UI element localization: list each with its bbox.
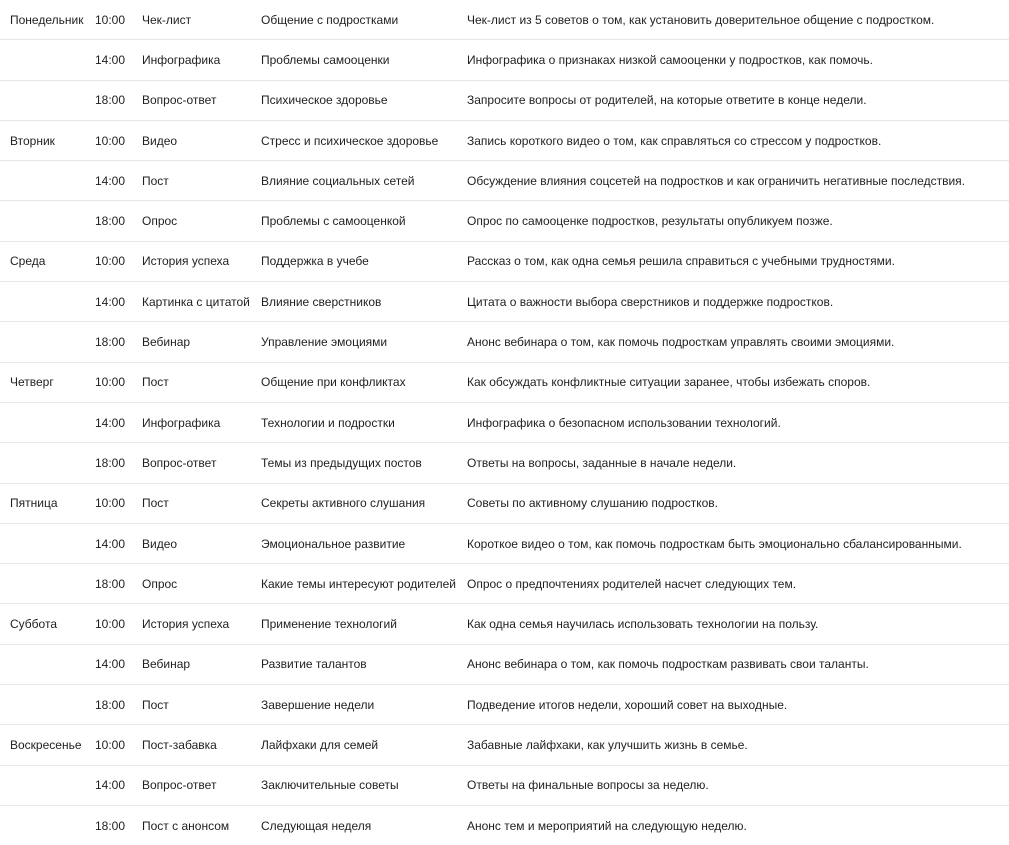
table-row — [0, 402, 1009, 442]
day-cell — [0, 80, 85, 120]
day-cell — [0, 443, 85, 483]
day-cell: Воскресенье — [0, 725, 85, 765]
day-cell — [0, 40, 85, 80]
description-cell: Обсуждение влияния соцсетей на подростков и как ограничить негативные последствия. — [457, 161, 1009, 201]
topic-cell: Проблемы с самооценкой — [251, 201, 457, 241]
content-type-cell: Вебинар — [132, 322, 251, 362]
day-cell: Вторник — [0, 120, 85, 160]
description-cell: Анонс вебинара о том, как помочь подросткам развивать свои таланты. — [457, 644, 1009, 684]
content-type-cell: Чек-лист — [132, 0, 251, 40]
day-cell — [0, 402, 85, 442]
table-row — [0, 644, 1009, 684]
day-cell — [0, 322, 85, 362]
description-cell: Как обсуждать конфликтные ситуации заранее, чтобы избежать споров. — [457, 362, 1009, 402]
day-cell: Четверг — [0, 362, 85, 402]
description-cell: Инфографика о признаках низкой самооценки у подростков, как помочь. — [457, 40, 1009, 80]
content-type-cell: Опрос — [132, 201, 251, 241]
time-cell: 10:00 — [85, 241, 132, 281]
time-cell: 10:00 — [85, 483, 132, 523]
content-type-cell: Пост — [132, 685, 251, 725]
description-cell: Анонс тем и мероприятий на следующую неделю. — [467, 818, 747, 833]
topic-cell: Стресс и психическое здоровье — [251, 120, 457, 160]
time-cell: 10:00 — [85, 725, 132, 765]
topic-cell: Развитие талантов — [251, 644, 457, 684]
table-row — [0, 523, 1009, 563]
day-cell — [0, 282, 85, 322]
content-type-cell: Видео — [132, 120, 251, 160]
day-cell — [0, 161, 85, 201]
content-type-cell: Пост с анонсом — [142, 818, 230, 833]
table-row — [0, 40, 1009, 80]
topic-cell: Поддержка в учебе — [251, 241, 457, 281]
topic-cell: Темы из предыдущих постов — [251, 443, 457, 483]
time-cell: 14:00 — [85, 40, 132, 80]
content-type-cell: Вебинар — [132, 644, 251, 684]
content-type-cell: Опрос — [132, 564, 251, 604]
description-cell: Запись короткого видео о том, как справляться со стрессом у подростков. — [457, 120, 1009, 160]
table-row — [0, 564, 1009, 604]
day-cell: Понедельник — [0, 0, 85, 40]
topic-cell: Проблемы самооценки — [251, 40, 457, 80]
content-type-cell: История успеха — [132, 604, 251, 644]
time-cell: 18:00 — [85, 685, 132, 725]
table-row — [0, 483, 1009, 523]
table-row — [0, 201, 1009, 241]
table-row — [0, 604, 1009, 644]
topic-cell: Общение при конфликтах — [251, 362, 457, 402]
topic-cell: Влияние социальных сетей — [251, 161, 457, 201]
time-cell: 18:00 — [85, 443, 132, 483]
time-cell: 10:00 — [85, 362, 132, 402]
description-cell: Короткое видео о том, как помочь подросткам быть эмоционально сбалансированными. — [457, 523, 1009, 563]
day-cell — [0, 644, 85, 684]
content-type-cell: Пост — [132, 161, 251, 201]
time-cell: 10:00 — [85, 120, 132, 160]
content-type-cell: Инфографика — [132, 40, 251, 80]
time-cell: 10:00 — [85, 0, 132, 40]
day-cell — [0, 564, 85, 604]
time-cell: 10:00 — [85, 604, 132, 644]
description-cell: Опрос по самооценке подростков, результаты опубликуем позже. — [457, 201, 1009, 241]
day-cell: Суббота — [0, 604, 85, 644]
content-type-cell: История успеха — [132, 241, 251, 281]
table-row — [0, 805, 1009, 845]
day-cell — [0, 523, 85, 563]
description-cell: Чек-лист из 5 советов о том, как установить доверительное общение с подростком. — [457, 0, 1009, 40]
time-cell: 18:00 — [85, 201, 132, 241]
topic-cell: Эмоциональное развитие — [251, 523, 457, 563]
description-cell: Анонс вебинара о том, как помочь подросткам управлять своими эмоциями. — [457, 322, 1009, 362]
day-cell — [0, 805, 85, 845]
table-row — [0, 765, 1009, 805]
description-cell: Рассказ о том, как одна семья решила справиться с учебными трудностями. — [457, 241, 1009, 281]
topic-cell: Завершение недели — [251, 685, 457, 725]
table-row — [0, 362, 1009, 402]
time-cell: 14:00 — [85, 282, 132, 322]
time-cell: 14:00 — [85, 161, 132, 201]
day-cell — [0, 685, 85, 725]
topic-cell: Применение технологий — [251, 604, 457, 644]
content-type-cell: Видео — [132, 523, 251, 563]
topic-cell: Следующая неделя — [261, 818, 372, 833]
day-cell — [0, 765, 85, 805]
topic-cell: Лайфхаки для семей — [251, 725, 457, 765]
description-cell: Как одна семья научилась использовать технологии на пользу. — [457, 604, 1009, 644]
day-cell — [0, 201, 85, 241]
time-cell: 14:00 — [85, 523, 132, 563]
day-cell: Пятница — [0, 483, 85, 523]
table-row — [0, 685, 1009, 725]
content-type-cell: Пост-забавка — [132, 725, 251, 765]
topic-cell: Какие темы интересуют родителей — [251, 564, 457, 604]
table-row — [0, 282, 1009, 322]
topic-cell: Секреты активного слушания — [251, 483, 457, 523]
table-row — [0, 241, 1009, 281]
time-cell: 18:00 — [95, 818, 126, 833]
content-type-cell: Пост — [132, 483, 251, 523]
time-cell: 18:00 — [85, 80, 132, 120]
table-row — [0, 161, 1009, 201]
description-cell: Запросите вопросы от родителей, на которые ответите в конце недели. — [457, 80, 1009, 120]
content-type-cell: Инфографика — [132, 402, 251, 442]
description-cell: Цитата о важности выбора сверстников и поддержке подростков. — [457, 282, 1009, 322]
time-cell: 18:00 — [85, 564, 132, 604]
time-cell: 14:00 — [85, 765, 132, 805]
description-cell: Ответы на вопросы, заданные в начале недели. — [457, 443, 1009, 483]
table-row — [0, 725, 1009, 765]
topic-cell: Заключительные советы — [251, 765, 457, 805]
table-row — [0, 443, 1009, 483]
description-cell: Ответы на финальные вопросы за неделю. — [457, 765, 1009, 805]
topic-cell: Влияние сверстников — [251, 282, 457, 322]
topic-cell: Психическое здоровье — [251, 80, 457, 120]
table-row — [0, 120, 1009, 160]
time-cell: 14:00 — [85, 644, 132, 684]
content-type-cell: Вопрос-ответ — [132, 80, 251, 120]
content-type-cell: Вопрос-ответ — [132, 443, 251, 483]
day-cell: Среда — [0, 241, 85, 281]
time-cell: 14:00 — [85, 402, 132, 442]
topic-cell: Управление эмоциями — [251, 322, 457, 362]
description-cell: Забавные лайфхаки, как улучшить жизнь в семье. — [457, 725, 1009, 765]
content-type-cell: Картинка с цитатой — [132, 282, 251, 322]
table-row — [0, 322, 1009, 362]
description-cell: Опрос о предпочтениях родителей насчет следующих тем. — [457, 564, 1009, 604]
description-cell: Советы по активному слушанию подростков. — [457, 483, 1009, 523]
content-type-cell: Пост — [132, 362, 251, 402]
description-cell: Инфографика о безопасном использовании технологий. — [457, 402, 1009, 442]
table-row — [0, 0, 1009, 40]
time-cell: 18:00 — [85, 322, 132, 362]
table-row — [0, 80, 1009, 120]
description-cell: Подведение итогов недели, хороший совет на выходные. — [457, 685, 1009, 725]
content-type-cell: Вопрос-ответ — [132, 765, 251, 805]
topic-cell: Общение с подростками — [251, 0, 457, 40]
topic-cell: Технологии и подростки — [251, 402, 457, 442]
